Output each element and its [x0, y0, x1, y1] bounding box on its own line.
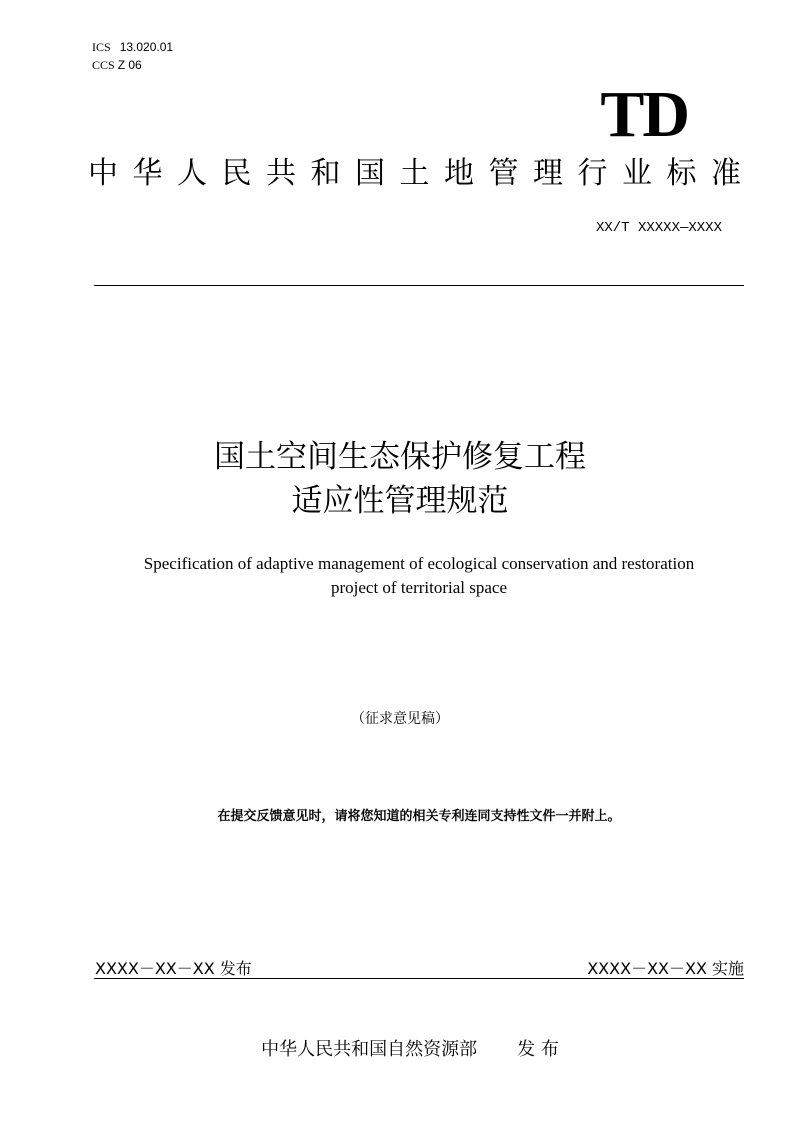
- publish-word: 发 布: [517, 1039, 559, 1060]
- standard-code: XX/T XXXXX—XXXX: [595, 220, 722, 236]
- ics-line: [92, 38, 173, 56]
- classification-codes: [92, 38, 173, 74]
- publisher-line: [0, 1035, 800, 1061]
- title-cn-line2: 适应性管理规范: [291, 483, 509, 519]
- ccs-code: Z 06: [117, 58, 142, 72]
- implement-date: XXXX－XX－XX 实施: [587, 959, 744, 978]
- standard-name: 中华人民共和国土地管理行业标准: [88, 156, 756, 191]
- td-logo: TD: [600, 78, 688, 151]
- draft-status: （征求意见稿）: [351, 711, 449, 727]
- title-en-line1: Specification of adaptive management of ecological conservation and restoration: [143, 554, 695, 573]
- header-divider: [94, 285, 744, 286]
- title-cn-line1: 国土空间生态保护修复工程: [214, 439, 586, 475]
- patent-notice: 在提交反馈意见时，请将您知道的相关专利连同支持性文件一并附上。: [217, 809, 621, 824]
- title-en-line2: project of territorial space: [330, 578, 508, 597]
- publisher: 中华人民共和国自然资源部: [261, 1039, 478, 1060]
- publish-date: XXXX－XX－XX 发布: [95, 959, 252, 978]
- ccs-label: CCS: [92, 58, 115, 72]
- ics-code: 13.020.01: [119, 40, 174, 54]
- ccs-line: [92, 56, 173, 74]
- footer-divider: [94, 978, 744, 979]
- ics-label: ICS: [92, 40, 111, 54]
